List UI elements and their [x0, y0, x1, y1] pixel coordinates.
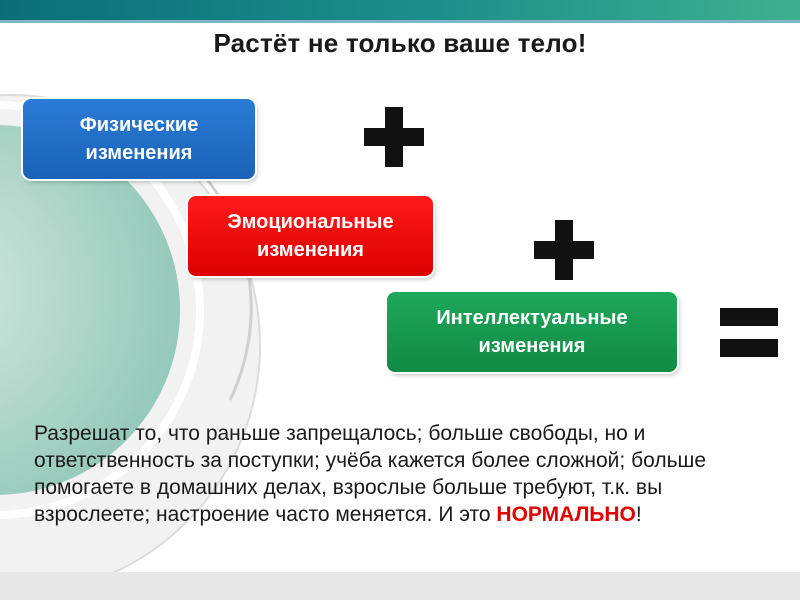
description-text: Разрешат то, что раньше запрещалось; больше свободы, но и ответственность за поступки; учёба кажется более сложной; больше помогаете в домашних делах, взрослые больше требуют, т.к. вы взрослеете; настроение часто меняется. И это	[34, 422, 707, 526]
physical-changes-label: Физические изменения	[79, 114, 199, 164]
plus-icon	[364, 107, 424, 167]
emotional-changes-box	[188, 196, 433, 276]
page-title: Растёт не только ваше тело!	[213, 28, 587, 58]
physical-changes-box	[23, 99, 255, 179]
description-end: !	[635, 503, 642, 526]
bottom-strip	[0, 572, 800, 600]
emotional-changes-label: Эмоциональные изменения	[227, 211, 394, 261]
intellectual-changes-label: Интеллектуальные изменения	[436, 307, 628, 357]
description-paragraph	[34, 420, 774, 528]
intellectual-changes-box	[387, 292, 677, 372]
plus-icon	[534, 220, 594, 280]
normal-highlight: НОРМАЛЬНО	[496, 503, 636, 526]
equals-icon	[720, 308, 778, 358]
